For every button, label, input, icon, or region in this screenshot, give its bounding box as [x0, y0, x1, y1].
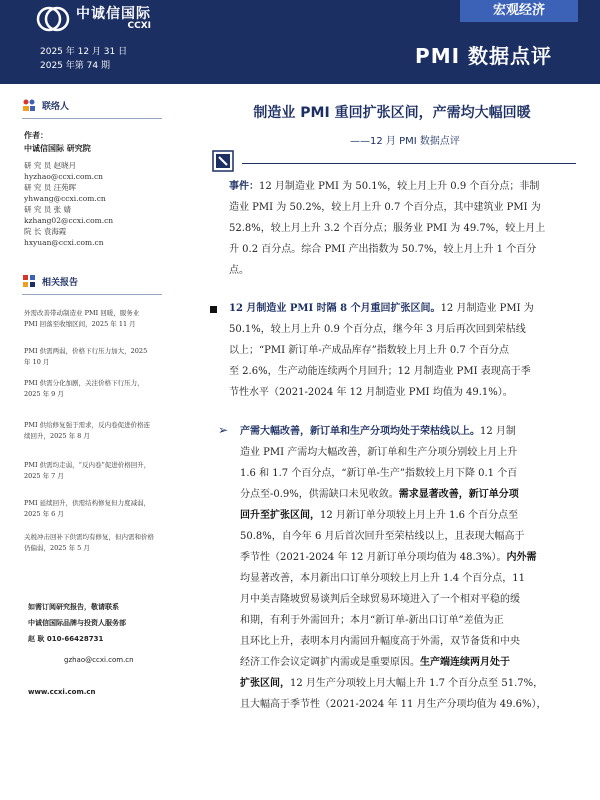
author-role: 研 究 员 赵晓月	[24, 161, 77, 170]
report-issue: 2025 年第 74 期	[40, 61, 110, 71]
pmi-line: 以上；“PMI 新订单-产成品库存”指数较上月上升 0.7 个百分点	[229, 345, 509, 356]
related-report-item[interactable]: PMI 延续回升，供需结构修复但力度减弱，2025 年 6 月	[24, 499, 151, 518]
related-report-item[interactable]: 外需改善带动制造业 PMI 回暖，服务业 PMI 回落至收缩区间，2025 年 11 月	[24, 309, 140, 328]
related-reports-icon	[22, 274, 36, 288]
related-report-item[interactable]: PMI 供需分化加剧，关注价格下行压力，2025 年 9 月	[24, 379, 144, 398]
demand-line: 12 月生产分项较上月大幅上升 1.7 个百分点至 51.7%，	[290, 678, 544, 689]
author-entry	[24, 160, 103, 182]
related-report-item[interactable]: PMI 供需两弱，价格下行压力加大，2025 年 10 月	[24, 347, 148, 366]
related-heading	[22, 270, 152, 292]
ccxi-logo-icon	[36, 6, 70, 32]
demand-line: 均显著改善，本月新出口订单分项较上月上升 1.4 个百分点，11	[240, 573, 525, 584]
event-paragraph	[229, 176, 583, 281]
related-report-item[interactable]: PMI 供给修复强于需求，反内卷促进价格连续回升，2025 年 8 月	[24, 421, 151, 440]
sidebar	[0, 84, 178, 800]
event-label: 事件：	[229, 181, 259, 192]
demand-paragraph	[240, 421, 583, 715]
pmi-paragraph-lead: 12 月制造业 PMI 时隔 8 个月重回扩张区间。	[229, 303, 441, 314]
demand-paragraph-lead: 产需大幅改善，新订单和生产分项均处于荣枯线以上。	[240, 426, 480, 437]
demand-highlight: 生产端连续两月处于	[420, 657, 510, 668]
event-line: 52.8%，较上月上升 3.2 个百分点；服务业 PMI 为 49.7%，较上月上	[229, 223, 546, 234]
author-email[interactable]: hyzhao@ccxi.com.cn	[24, 172, 103, 181]
event-line: 升 0.2 百分点。综合 PMI 产出指数为 50.7%，较上月上升 1 个百分	[229, 244, 537, 255]
subscribe-email[interactable]: gzhao@ccxi.com.cn	[64, 656, 134, 664]
author-label: 作者：	[24, 131, 48, 140]
event-line: 造业 PMI 为 50.2%，较上月上升 0.7 个百分点，其中建筑业 PMI 为	[229, 202, 541, 213]
demand-highlight: 需求显著改善，新订单分项	[398, 489, 519, 500]
section-tab: 宏观经济	[460, 0, 578, 22]
pmi-line: 节性水平（2021-2024 年 12 月制造业 PMI 均值为 49.1%）。	[229, 387, 513, 398]
demand-highlight: 扩张区间，	[240, 678, 290, 689]
author-email[interactable]: hxyuan@ccxi.com.cn	[24, 238, 104, 247]
author-entry	[24, 204, 113, 226]
bullet-arrow-icon: ➢	[218, 423, 229, 437]
demand-highlight: 回升至扩张区间，	[240, 510, 320, 521]
subscribe-note: 如需订阅研究报告，敬请联系	[28, 603, 119, 611]
pmi-line: 50.1%，较上月上升 0.9 个百分点，继今年 3 月后再次回到荣枯线	[229, 324, 526, 335]
report-type-title: PMI 数据点评	[415, 44, 552, 68]
demand-line: 和期，有利于外需回升；本月“新订单-新出口订单”差值为正	[240, 615, 504, 626]
institute-name: 中诚信国际 研究院	[24, 144, 91, 153]
bullet-square-icon	[210, 306, 217, 313]
report-subtitle: ——12 月 PMI 数据点评	[350, 136, 460, 147]
demand-line: 经济工作会议定调扩内需或是重要原因。	[240, 657, 420, 668]
related-heading-label: 相关报告	[42, 277, 79, 288]
pmi-line: 12 月制造业 PMI 为	[440, 303, 534, 314]
ccxi-logo	[36, 6, 151, 32]
subscribe-dept: 中诚信国际品牌与投资人服务部	[28, 619, 126, 627]
demand-line: 1.6 和 1.7 个百分点，“新订单-生产”指数较上月下降 0.1 个百	[240, 468, 518, 479]
author-email[interactable]: kzhang02@ccxi.com.cn	[24, 216, 114, 225]
author-role: 院 长 袁海霞	[24, 227, 67, 236]
demand-line: 12 月新订单分项较上月上升 1.6 个百分点至	[320, 510, 519, 521]
pmi-paragraph	[229, 298, 583, 403]
report-title: 制造业 PMI 重回扩张区间，产需均大幅回暖	[253, 105, 531, 121]
event-line: 12 月制造业 PMI 为 50.1%，较上月上升 0.9 个百分点；非制	[259, 181, 540, 192]
author-entry	[24, 182, 106, 204]
demand-line: 12 月制	[480, 426, 516, 437]
author-entry	[24, 226, 104, 248]
author-role: 研 究 员 张 婧	[24, 205, 72, 214]
demand-highlight: 内外需	[506, 552, 537, 563]
demand-line: 50.8%，自今年 6 月后首次回升至荣枯线以上，且表现大幅高于	[240, 531, 525, 542]
demand-line: 且大幅高于季节性（2021-2024 年 11 月生产分项均值为 49.6%），	[240, 699, 547, 710]
section-marker-icon	[212, 150, 236, 174]
author-role: 研 究 员 汪苑晖	[24, 183, 77, 192]
sidebar-divider	[22, 294, 162, 295]
demand-line: 分点至-0.9%，供需缺口未见收敛。	[240, 489, 399, 500]
logo-cn-text: 中诚信国际	[76, 6, 151, 22]
demand-line: 且环比上升，表明本月内需回升幅度高于外需，双节备货和中央	[240, 636, 520, 647]
event-line: 点。	[229, 265, 249, 276]
related-report-item[interactable]: PMI 供需均走弱，“反内卷”促进价格回升，2025 年 7 月	[24, 461, 151, 480]
demand-line: 季节性（2021-2024 年 12 月新订单分项均值为 48.3%）。	[240, 552, 507, 563]
contacts-heading-label: 联络人	[42, 101, 70, 112]
demand-line: 月中美吉隆坡贸易谈判后全球贸易环境进入了一个相对平稳的缓	[240, 594, 520, 605]
author-email[interactable]: yhwang@ccxi.com.cn	[24, 194, 106, 203]
website-link[interactable]: www.ccxi.com.cn	[28, 688, 96, 696]
report-date: 2025 年 12 月 31 日	[40, 47, 128, 57]
title-divider	[242, 163, 576, 164]
report-header	[0, 0, 600, 84]
logo-en-text: CCXI	[127, 21, 151, 31]
contacts-heading	[22, 94, 152, 116]
sidebar-divider	[22, 118, 162, 119]
contacts-icon	[22, 98, 36, 112]
demand-line: 造业 PMI 产需均大幅改善，新订单和生产分项分别较上月上升	[240, 447, 518, 458]
pmi-line: 至 2.6%，生产动能连续两个月回升；12 月制造业 PMI 表现高于季	[229, 366, 531, 377]
related-report-item[interactable]: 关税冲击回补下供需均有修复，但内需和价格仍偏弱，2025 年 5 月	[24, 533, 154, 552]
subscribe-contact: 赵 耿 010-66428731	[28, 635, 104, 643]
